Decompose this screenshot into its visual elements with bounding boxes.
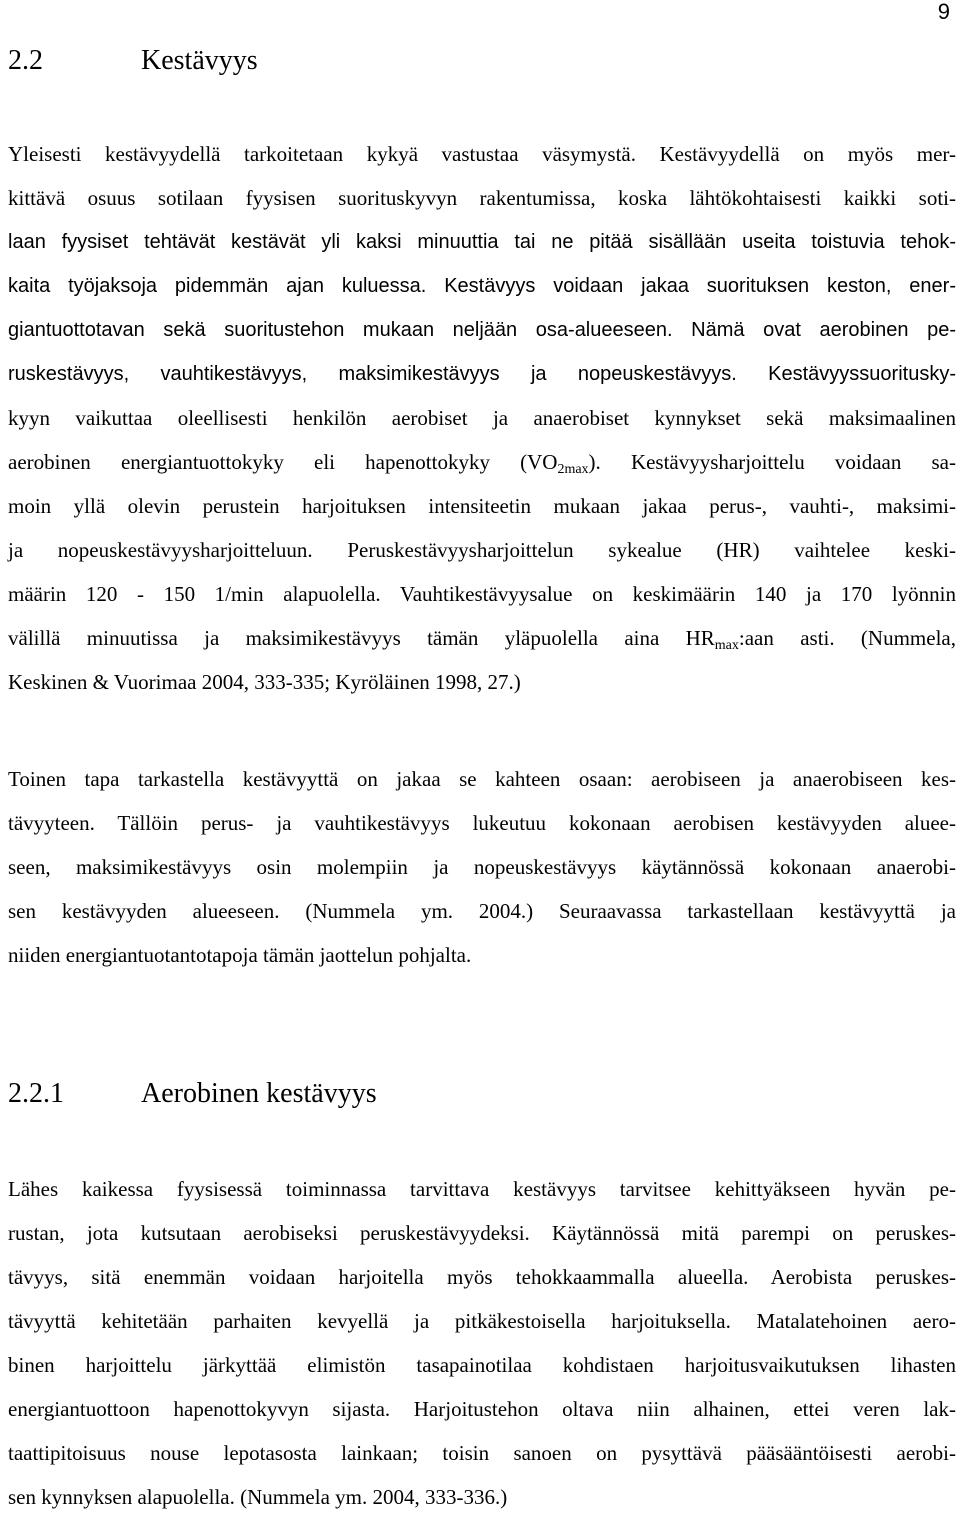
text-line: moin yllä olevin perustein harjoituksen intensiteetin mukaan jakaa perus-, vauhti-, maksimi- xyxy=(8,494,956,518)
paragraph-1 xyxy=(8,132,956,704)
paragraph-2 xyxy=(8,757,956,977)
text-line: tävyyteen. Tällöin perus- ja vauhtikestävyys lukeutuu kokonaan aerobisen kestävyyden aluee- xyxy=(8,811,956,835)
paragraph-3 xyxy=(8,1167,956,1519)
text-line: taattipitoisuus nouse lepotasosta lainkaan; toisin sanoen on pysyttävä pääsääntöisesti aerobi- xyxy=(8,1441,956,1465)
text-line: seen, maksimikestävyys osin molempiin ja nopeuskestävyys käytännössä kokonaan anaerobi- xyxy=(8,855,956,879)
text-line: määrin 120 - 150 1/min alapuolella. Vauhtikestävyysalue on keskimäärin 140 ja 170 lyönnin xyxy=(8,582,956,606)
text-line: binen harjoittelu järkyttää elimistön tasapainotilaa kohdistaen harjoitusvaikutuksen lihasten xyxy=(8,1353,956,1377)
text-line: Lähes kaikessa fyysisessä toiminnassa tarvittava kestävyys tarvitsee kehittyäkseen hyvän pe- xyxy=(8,1177,956,1201)
text-line: laan fyysiset tehtävät kestävät yli kaksi minuuttia tai ne pitää sisällään useita toistuvia tehok- xyxy=(8,231,956,253)
text-line: kaita työjaksoja pidemmän ajan kuluessa. Kestävyys voidaan jakaa suorituksen keston, ener- xyxy=(8,275,956,297)
text-line: tävyyttä kehitetään parhaiten kevyellä ja pitkäkestoisella harjoituksella. Matalatehoinen aero- xyxy=(8,1309,956,1333)
text-line: energiantuottoon hapenottokyvyn sijasta. Harjoitustehon oltava niin alhainen, ettei veren lak- xyxy=(8,1397,956,1421)
subsection-heading xyxy=(8,1077,377,1111)
text-line: kittävä osuus sotilaan fyysisen suorituskyvyn rakentumissa, koska lähtökohtaisesti kaikki soti- xyxy=(8,186,956,210)
text-line: rustan, jota kutsutaan aerobiseksi peruskestävyydeksi. Käytännössä mitä parempi on peruskes- xyxy=(8,1221,956,1245)
text-line: giantuottotavan sekä suoritustehon mukaan neljään osa-alueeseen. Nämä ovat aerobinen pe- xyxy=(8,319,956,341)
text-fragment: :aan asti. (Nummela, xyxy=(738,626,956,650)
text-line: ruskestävyys, vauhtikestävyys, maksimikestävyys ja nopeuskestävyys. Kestävyyssuoritusky- xyxy=(8,363,956,385)
page-number: 9 xyxy=(937,0,950,24)
section-number: 2.2 xyxy=(8,45,43,76)
text-fragment: aerobinen energiantuottokyky eli hapenottokyky (VO xyxy=(8,450,558,474)
text-line: sen kestävyyden alueeseen. (Nummela ym. 2004.) Seuraavassa tarkastellaan kestävyyttä ja xyxy=(8,899,956,923)
text-line: Yleisesti kestävyydellä tarkoitetaan kykyä vastustaa väsymystä. Kestävyydellä on myös mer- xyxy=(8,142,956,166)
text-line: ja nopeuskestävyysharjoitteluun. Peruskestävyysharjoittelun sykealue (HR) vaihtelee keski- xyxy=(8,538,956,562)
text-line: tävyys, sitä enemmän voidaan harjoitella myös tehokkaammalla alueella. Aerobista peruskes- xyxy=(8,1265,956,1289)
text-line xyxy=(8,440,956,484)
text-line: sen kynnyksen alapuolella. (Nummela ym. 2004, 333-336.) xyxy=(8,1485,508,1509)
subscript: max xyxy=(714,638,739,653)
subsection-number: 2.2.1 xyxy=(8,1078,64,1109)
text-fragment: välillä minuutissa ja maksimikestävyys tämän yläpuolella aina HR xyxy=(8,626,715,650)
section-heading xyxy=(8,44,258,78)
text-line: kyyn vaikuttaa oleellisesti henkilön aerobiset ja anaerobiset kynnykset sekä maksimaalinen xyxy=(8,406,956,430)
section-title: Kestävyys xyxy=(141,45,258,76)
text-fragment: ). Kestävyysharjoittelu voidaan sa- xyxy=(588,450,956,474)
text-line xyxy=(8,616,956,660)
subsection-title: Aerobinen kestävyys xyxy=(141,1078,377,1109)
text-line: Keskinen & Vuorimaa 2004, 333-335; Kyröläinen 1998, 27.) xyxy=(8,670,521,694)
text-line: niiden energiantuotantotapoja tämän jaottelun pohjalta. xyxy=(8,943,472,967)
text-line: Toinen tapa tarkastella kestävyyttä on jakaa se kahteen osaan: aerobiseen ja anaerobiseen kes- xyxy=(8,767,956,791)
subscript: 2max xyxy=(557,462,589,477)
